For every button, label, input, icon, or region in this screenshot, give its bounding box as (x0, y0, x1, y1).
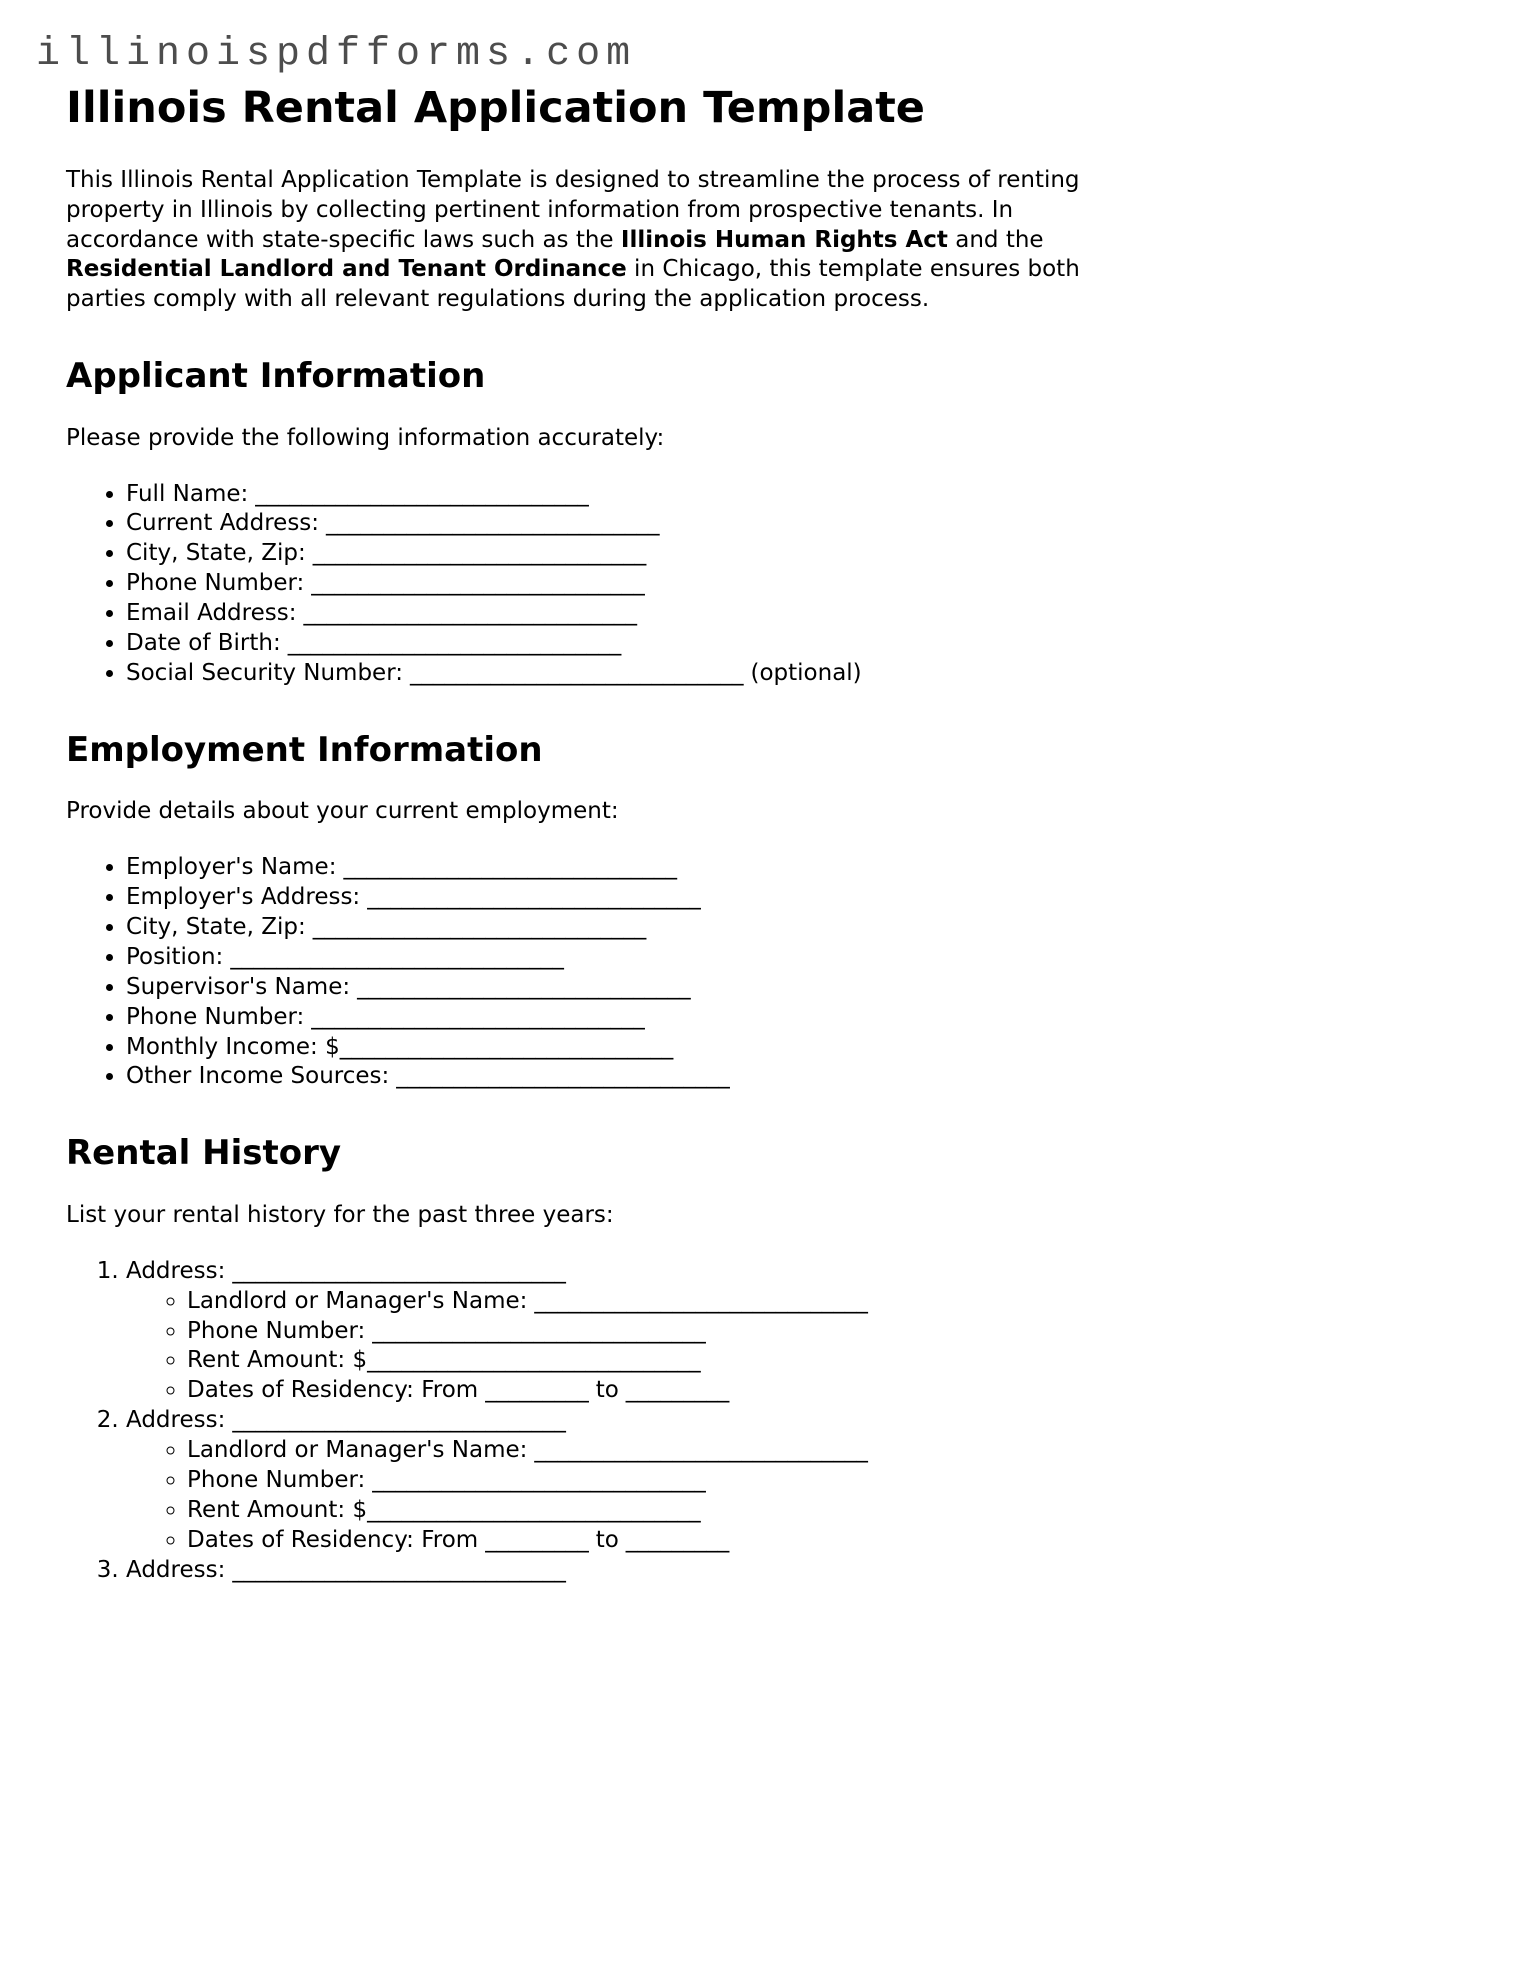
field-phone-number (187, 1317, 1468, 1347)
field-label: Rent Amount: $ (187, 1347, 368, 1374)
section-heading-rental-history: Rental History (66, 1133, 342, 1174)
field-label: Address: (126, 1257, 226, 1284)
field-employer-name (126, 853, 1468, 883)
field-label: Landlord or Manager's Name: (187, 1437, 528, 1464)
blank-line: _____________________________ (312, 914, 647, 940)
field-label: Rent Amount: $ (187, 1496, 368, 1523)
blank-line: _____________________________ (343, 854, 677, 881)
field-other-income-sources (126, 1062, 1468, 1092)
applicant-lead-text: Please provide the following information accurately: (66, 424, 665, 451)
blank-line: _____________________________ (312, 540, 647, 567)
blank-line: _____________________________ (232, 1257, 566, 1284)
intro-paragraph (66, 166, 1112, 315)
field-label: Email Address: (126, 600, 297, 627)
blank-line-to: _________ (625, 1377, 730, 1404)
field-label: Current Address: (126, 510, 320, 537)
field-monthly-income (126, 1033, 1468, 1063)
field-label: Monthly Income: $ (126, 1033, 340, 1060)
field-landlord-name (187, 1287, 1468, 1317)
blank-line: _____________________________ (367, 1347, 701, 1374)
field-label: City, State, Zip: (126, 540, 306, 567)
field-date-of-birth (126, 629, 1468, 659)
field-rent-amount (187, 1346, 1468, 1376)
blank-line: _____________________________ (357, 973, 691, 1000)
employment-lead-text: Provide details about your current employment: (66, 798, 619, 825)
field-city-state-zip (126, 913, 1468, 943)
field-label: Dates of Residency: From (187, 1377, 479, 1404)
blank-line: _____________________________ (367, 1496, 701, 1523)
rental-entry-1 (126, 1257, 1468, 1406)
blank-line: _____________________________ (534, 1437, 868, 1464)
field-label: Phone Number: (126, 570, 305, 597)
intro-bold-landlord-tenant-ordinance: Residential Landlord and Tenant Ordinance (66, 256, 627, 283)
field-label: Position: (126, 943, 224, 970)
employment-fields-list (66, 853, 1468, 1092)
section-heading-employment-information: Employment Information (66, 729, 543, 770)
intro-text-2: and the (947, 226, 1044, 253)
blank-line: _____________________________ (232, 1407, 566, 1434)
field-label: Address: (126, 1407, 226, 1434)
field-label: Employer's Address: (126, 884, 361, 911)
field-dates-of-residency (187, 1376, 1468, 1406)
field-label: Dates of Residency: From (187, 1526, 479, 1553)
field-label: Other Income Sources: (126, 1063, 390, 1090)
field-label: Date of Birth: (126, 630, 281, 657)
field-label: Full Name: (126, 480, 249, 507)
field-label: Phone Number: (126, 1003, 305, 1030)
field-phone-number (126, 569, 1468, 599)
field-label: Phone Number: (187, 1317, 366, 1344)
blank-line: _____________________________ (232, 1556, 566, 1583)
site-url: illinoispdfforms.com (36, 32, 637, 77)
blank-line: _____________________________ (287, 630, 622, 657)
field-landlord-name (187, 1436, 1468, 1466)
field-label: Employer's Name: (126, 854, 337, 881)
field-supervisor-name (126, 973, 1468, 1003)
blank-line: _____________________________ (326, 510, 660, 537)
blank-line: _____________________________ (410, 659, 744, 686)
blank-line: _____________________________ (255, 480, 589, 507)
field-full-name (126, 480, 1468, 510)
rental-lead-text: List your rental history for the past three years: (66, 1201, 614, 1228)
field-social-security-number (126, 659, 1468, 689)
to-label: to (595, 1377, 619, 1404)
field-employer-address (126, 883, 1468, 913)
blank-line: _____________________________ (396, 1063, 730, 1090)
blank-line: _____________________________ (372, 1317, 706, 1344)
field-label: Address: (126, 1556, 226, 1583)
rental-entry-3 (126, 1556, 1468, 1586)
blank-line: _____________________________ (339, 1033, 674, 1060)
field-position (126, 943, 1468, 973)
blank-line: _____________________________ (534, 1287, 868, 1314)
blank-line-from: _________ (485, 1377, 589, 1404)
to-label: to (595, 1526, 619, 1553)
field-label: Landlord or Manager's Name: (187, 1287, 528, 1314)
section-heading-applicant-information: Applicant Information (66, 356, 486, 397)
blank-line: _____________________________ (372, 1466, 706, 1493)
field-dates-of-residency (187, 1526, 1468, 1556)
blank-line: _____________________________ (367, 884, 701, 911)
field-label: Phone Number: (187, 1466, 366, 1493)
intro-bold-human-rights-act: Illinois Human Rights Act (620, 226, 948, 253)
field-phone-number (126, 1003, 1468, 1033)
blank-line: _____________________________ (303, 600, 637, 627)
page-title: Illinois Rental Application Template (66, 83, 925, 133)
field-email-address (126, 599, 1468, 629)
blank-line: _____________________________ (230, 943, 564, 970)
field-label: Supervisor's Name: (126, 973, 351, 1000)
field-rent-amount (187, 1496, 1468, 1526)
field-phone-number (187, 1466, 1468, 1496)
field-label: Social Security Number: (126, 659, 403, 686)
intro-text-1: This Illinois Rental Application Template is designed to streamline the process of renting property in Illinois by collecting pertinent information from prospective tenants. In accordance with state-specific laws such as the (66, 166, 1080, 253)
rental-history-list (66, 1257, 1468, 1586)
rental-entry-2-details (126, 1436, 1468, 1556)
field-current-address (126, 509, 1468, 539)
blank-line: _____________________________ (311, 570, 645, 597)
rental-entry-2 (126, 1406, 1468, 1555)
field-city-state-zip (126, 539, 1468, 569)
blank-line-to: _________ (625, 1526, 730, 1553)
field-label: City, State, Zip: (126, 914, 306, 940)
optional-note: (optional) (750, 659, 862, 686)
blank-line: _____________________________ (311, 1003, 645, 1030)
applicant-fields-list (66, 480, 1468, 689)
intro-text-3: in Chicago, this template ensures both parties comply with all relevant regulations during the application process. (66, 256, 1080, 313)
blank-line-from: _________ (485, 1526, 589, 1553)
rental-entry-1-details (126, 1287, 1468, 1407)
